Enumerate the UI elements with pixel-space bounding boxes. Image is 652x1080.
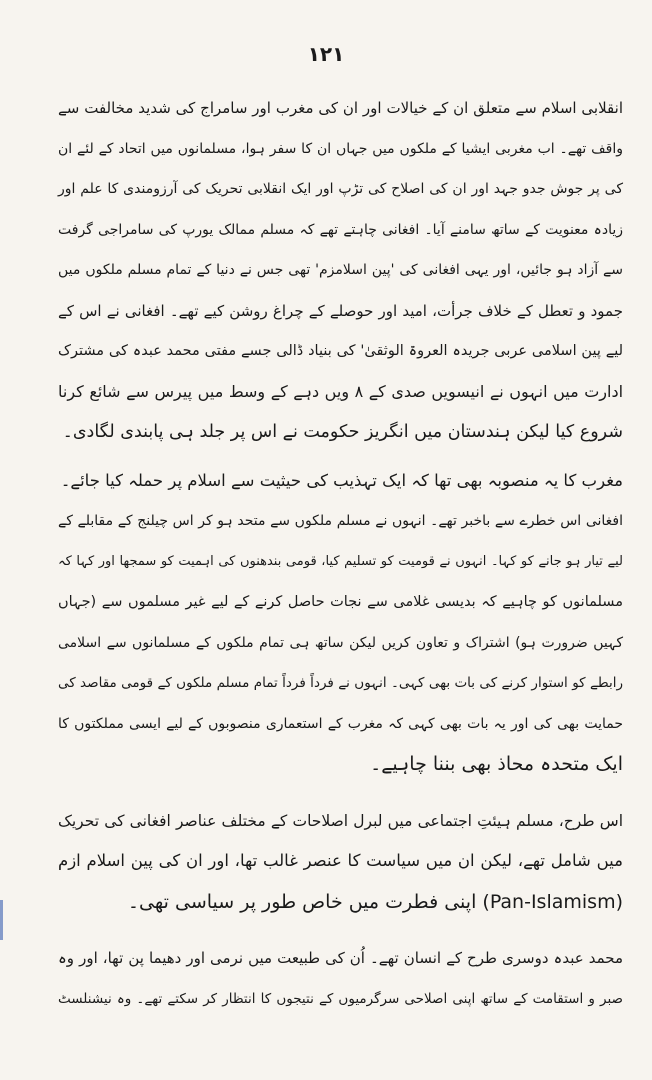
text-line: کی پر جوش جدو جہد اور ان کی اصلاح کی تڑپ اور ایک انقلابی تحریک کی آرزومندی کا علم اور: [58, 181, 623, 197]
text-line: لیے پین اسلامی عربی جریدہ العروۃ الوثقیٰ' کی بنیاد ڈالی جسے مفتی محمد عبدہ کی مشترک: [58, 343, 623, 359]
paragraph-1: [58, 88, 623, 453]
paragraph-3: [58, 801, 623, 923]
paragraph-4: [58, 938, 623, 1019]
text-line: واقف تھے۔ اب مغربی ایشیا کے ملکوں میں جہاں ان کا سفر ہوا، مسلمانوں میں اتحاد کے لئے ان: [58, 140, 623, 157]
page-number: ۱۲۱: [307, 42, 345, 66]
text-line: اس طرح، مسلم ہیئتِ اجتماعی میں لبرل اصلاحات کے مختلف عناصر افغانی کی تحریک: [58, 811, 623, 830]
text-line: ایک متحدہ محاذ بھی بننا چاہیے۔: [370, 753, 623, 775]
text-line: انقلابی اسلام سے متعلق ان کے خیالات اور ان کی مغرب اور سامراج کی شدید مخالفت سے: [58, 99, 623, 117]
text-line: سے آزاد ہو جائیں، اور یہی افغانی کی 'پین اسلامزم' تھی جس نے دنیا کے تمام مسلم ملکوں میں: [58, 262, 623, 278]
page-body: [58, 88, 623, 1027]
text-line: مغرب کا یہ منصوبہ بھی تھا کہ ایک تہذیب کی حیثیت سے اسلام پر حملہ کیا جائے۔: [60, 470, 623, 490]
page-edge-mark: [0, 900, 3, 940]
text-line: شروع کیا لیکن ہندستان میں انگریز حکومت نے اس پر جلد ہی پابندی لگادی۔: [62, 422, 623, 442]
text-line: (Pan-Islamism) اپنی فطرت میں خاص طور پر سیاسی تھی۔: [127, 890, 623, 913]
text-line: محمد عبدہ دوسری طرح کے انسان تھے۔ اُن کی طبیعت میں نرمی اور دھیما پن تھا، اور وہ: [58, 949, 623, 967]
text-line: حمایت بھی کی اور یہ بات بھی کہی کہ مغرب کے استعماری منصوبوں کے لیے ایسی مملکتوں کا: [58, 715, 623, 732]
text-line: لیے تیار ہو جانے کو کہا۔ انہوں نے قومیت کو تسلیم کیا، قومی بندھنوں کی اہمیت کو سمجھا اور کہا کہ: [58, 553, 623, 569]
text-line: کہیں ضرورت ہو) اشتراک و تعاون کریں لیکن ساتھ ہی تمام ملکوں کے مسلمانوں سے اسلامی: [58, 634, 623, 651]
text-line: رابطے کو استوار کرنے کی بات بھی کہی۔ انہوں نے فرداً فرداً تمام مسلم ملکوں کے قومی مقاصد کی: [58, 675, 623, 691]
text-line: صبر و استقامت کے ساتھ اپنی اصلاحی سرگرمیوں کے نتیجوں کا انتظار کر سکتے تھے۔ وہ نیشنلسٹ: [58, 990, 623, 1007]
paragraph-2: [58, 461, 623, 785]
text-line: افغانی اس خطرے سے باخبر تھے۔ انہوں نے مسلم ملکوں سے متحد ہو کر اس چیلنج کے مقابلے کے: [58, 513, 623, 529]
text-line: ادارت میں انہوں نے انیسویں صدی کے ۸ ویں دہے کے وسط میں پیرس سے شائع کرنا: [58, 381, 624, 401]
text-line: مسلمانوں کو چاہیے کہ بدیسی غلامی سے نجات حاصل کرنے کے لیے غیر مسلموں سے (جہاں: [58, 594, 623, 610]
text-line: زیادہ معنویت کے ساتھ سامنے آیا۔ افغانی چاہتے تھے کہ مسلم ممالک یورپ کی سامراجی گرفت: [58, 221, 623, 238]
text-line: جمود و تعطل کے خلاف جرأت، امید اور حوصلے کے چراغ روشن کیے تھے۔ افغانی نے اس کے: [58, 301, 623, 320]
text-line: میں شامل تھے، لیکن ان میں سیاست کا عنصر غالب تھا، اور ان کی پین اسلام ازم: [58, 851, 623, 870]
